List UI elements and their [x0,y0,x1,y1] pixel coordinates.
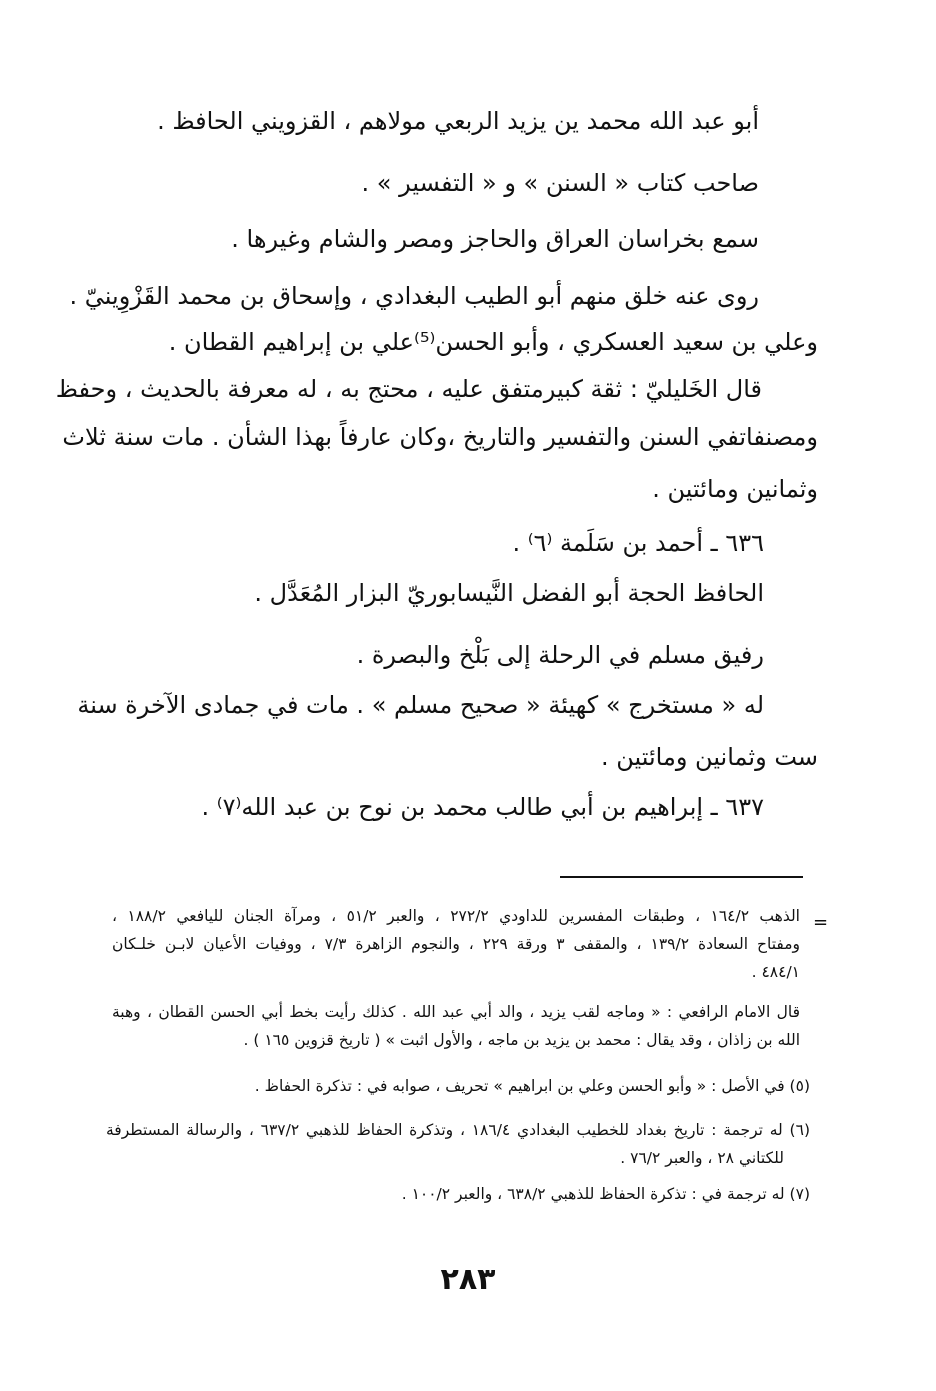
body-line-10: الحافظ الحجة أبو الفضل النَّيسابوريّ البزار المُعَدَّل . [254,579,764,607]
footnote-6: (٦) له ترجمة : تاريخ بغداد للخطيب البغدادي ١٨٦/٤ ، وتذكرة الحفاظ للذهبي ٦٣٧/٢ ، والرسالة المستطرفة [106,1121,810,1139]
page-number: ٢٨٣ [440,1262,496,1297]
footnote-line: الله بن زاذان ، وقد يقال : محمد بن يزيد بن ماجه ، والأول اثبت » ( تاريخ قزوين ١٦٥ ) . [243,1031,800,1049]
footnote-7: (٧) له ترجمة في : تذكرة الحفاظ للذهبي ٦٣٨/٢ ، والعبر ١٠٠/٢ . [401,1185,810,1203]
footnote-line: الذهب ١٦٤/٢ ، وطبقات المفسرين للداودي ٢٧٢/٢ ، والعبر ٥١/٢ ، ومرآة الجنان لليافعي ١٨٨/٢ ، [112,907,800,925]
body-line-7: ومصنفاتفي السنن والتفسير والتاريخ ،وكان عارفاً بهذا الشأن . مات سنة ثلاث [62,423,818,451]
body-line-8: وثمانين ومائتين . [652,475,818,503]
body-line-1: أبو عبد الله محمد ين يزيد الربعي مولاهم ، القزويني الحافظ . [157,107,759,135]
body-line-4: روى عنه خلق منهم أبو الطيب البغدادي ، وإسحاق بن محمد القَزْوِينيّ . [69,282,759,310]
body-line-11: رفيق مسلم في الرحلة إلى بَلْخ والبصرة . [356,641,764,669]
body-line-13: ست وثمانين ومائتين . [600,743,818,771]
footnote-line: ٤٨٤/١ . [751,963,800,981]
footnote-line: قال الامام الرافعي : « وماجه لقب يزيد ، والد أبي عبد الله . كذلك رأيت بخط أبي الحسن القطان ، وهبة [112,1003,800,1021]
footnote-line: ومفتاح السعادة ١٣٩/٢ ، والمقفى ٣ ورقة ٢٢٩ ، والنجوم الزاهرة ٧/٣ ، ووفيات الأعيان لابـن خلـكان [112,935,801,953]
body-line-12: له « مستخرج » كهيئة « صحيح مسلم » . مات في جمادى الآخرة سنة [77,691,764,719]
entry-637-heading: ٦٣٧ ـ إبراهيم بن أبي طالب محمد بن نوح بن عبد الله⁽٧⁾ . [201,793,764,821]
footnote-continuation-mark: = [813,912,829,933]
body-line-5: وعلي بن سعيد العسكري ، وأبو الحسن⁽⁵⁾علي بن إبراهيم القطان . [168,328,818,356]
entry-636-heading: ٦٣٦ ـ أحمد بن سَلَمة ⁽٦⁾ . [512,529,764,557]
footnote-6-continued: للكتاني ٢٨ ، والعبر ٧٦/٢ . [620,1149,784,1167]
footnote-5: (٥) في الأصل : « وأبو الحسن وعلي بن ابراهيم » تحريف ، صوابه في : تذكرة الحفاظ . [254,1077,810,1095]
body-line-6: قال الخَليليّ : ثقة كبيرمتفق عليه ، محتج به ، له معرفة بالحديث ، وحفظ [55,375,762,403]
body-line-3: سمع بخراسان العراق والحاجز ومصر والشام وغيرها . [231,225,759,253]
footnote-separator [560,876,803,878]
body-line-2: صاحب كتاب « السنن » و « التفسير » . [361,169,759,197]
